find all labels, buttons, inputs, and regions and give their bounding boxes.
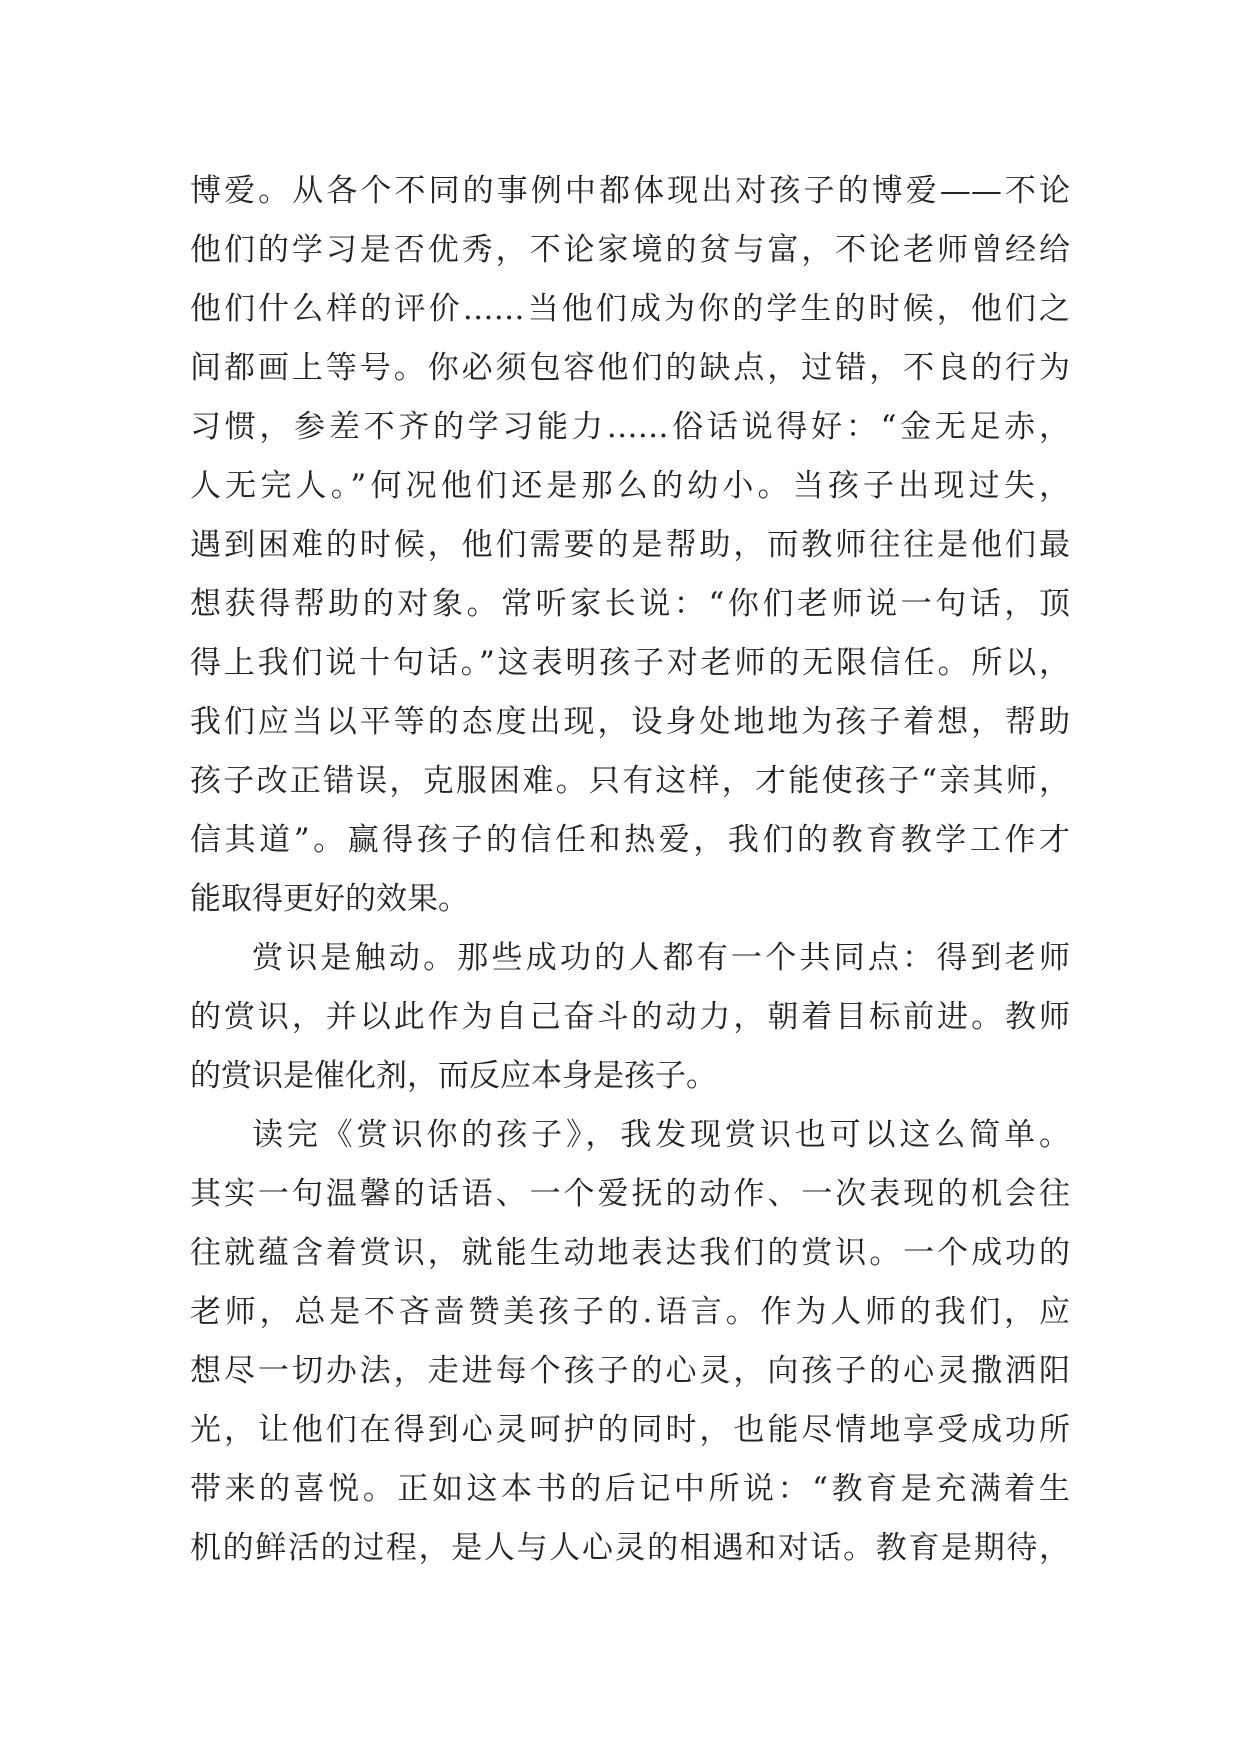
text-line: 能取得更好的效果。	[190, 881, 469, 917]
text-line: 人无完人。”何况他们还是那么的幼小。当孩子出现过失，	[190, 468, 1070, 504]
text-line: 想尽一切办法，走进每个孩子的心灵，向孩子的心灵撒洒阳	[190, 1353, 1070, 1389]
text-line: 的赏识是催化剂，而反应本身是孩子。	[190, 1058, 717, 1094]
text-line: 孩子改正错误，克服困难。只有这样，才能使孩子“亲其师，	[190, 763, 1070, 799]
text-line: 光，让他们在得到心灵呵护的同时，也能尽情地享受成功所	[190, 1412, 1070, 1448]
text-line: 他们什么样的评价……当他们成为你的学生的时候，他们之	[190, 291, 1070, 327]
text-line: 的赏识，并以此作为自己奋斗的动力，朝着目标前进。教师	[190, 999, 1070, 1035]
text-line: 其实一句温馨的话语、一个爱抚的动作、一次表现的机会往	[190, 1176, 1070, 1212]
text-line: 信其道”。赢得孩子的信任和热爱，我们的教育教学工作才	[190, 822, 1070, 858]
text-line: 想获得帮助的对象。常听家长说：“你们老师说一句话，顶	[190, 586, 1070, 622]
text-line: 老师，总是不吝啬赞美孩子的.语言。作为人师的我们，应	[190, 1294, 1070, 1330]
text-line: 博爱。从各个不同的事例中都体现出对孩子的博爱——不论	[190, 173, 1070, 209]
text-line: 他们的学习是否优秀，不论家境的贫与富，不论老师曾经给	[190, 232, 1070, 268]
text-line: 读完《赏识你的孩子》，我发现赏识也可以这么简单。	[252, 1117, 1070, 1153]
text-line: 得上我们说十句话。”这表明孩子对老师的无限信任。所以，	[190, 645, 1070, 681]
document-body	[190, 162, 1070, 1578]
text-line: 赏识是触动。那些成功的人都有一个共同点：得到老师	[252, 940, 1070, 976]
text-line: 往就蕴含着赏识，就能生动地表达我们的赏识。一个成功的	[190, 1235, 1070, 1271]
text-line: 机的鲜活的过程，是人与人心灵的相遇和对话。教育是期待，	[190, 1530, 1070, 1566]
text-line: 遇到困难的时候，他们需要的是帮助，而教师往往是他们最	[190, 527, 1070, 563]
text-line: 带来的喜悦。正如这本书的后记中所说：“教育是充满着生	[190, 1471, 1070, 1507]
text-line: 间都画上等号。你必须包容他们的缺点，过错，不良的行为	[190, 350, 1070, 386]
text-line: 我们应当以平等的态度出现，设身处地地为孩子着想，帮助	[190, 704, 1070, 740]
text-line: 习惯，参差不齐的学习能力……俗话说得好：“金无足赤，	[190, 409, 1070, 445]
